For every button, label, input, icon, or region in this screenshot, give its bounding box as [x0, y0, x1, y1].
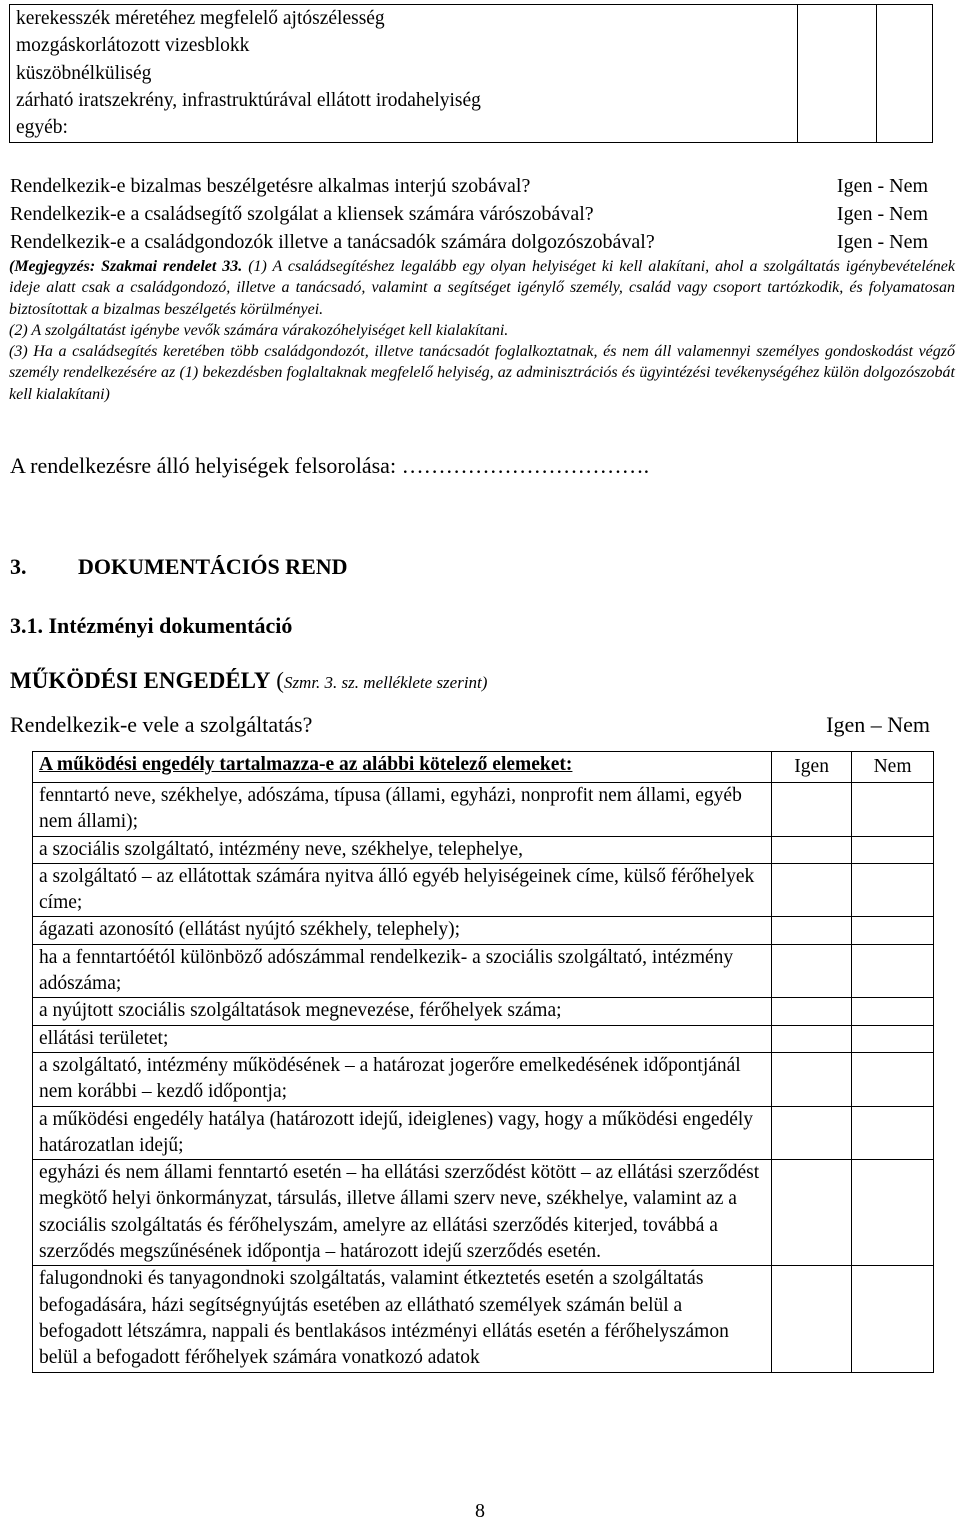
subsection-title: 3.1. Intézményi dokumentáció [10, 613, 293, 638]
table-row [33, 1106, 934, 1160]
note-paragraph-3: (3) Ha a családsegítés keretében több családgondozót, illetve tanácsadót foglalkoztatnak, és nem áll valamennyi személyes gondoskodást végző személy rendelkezésére az (1) bekezdésben foglaltaknak megfelelő helyiség, az adminisztrációs és ügyintézési tevékenységéhez külön dolgozószobát kell kialakítani) [9, 343, 955, 403]
accessibility-items [10, 5, 798, 143]
table-row [33, 836, 934, 863]
table-cell-no [852, 1052, 934, 1106]
table-cell-no [852, 863, 934, 917]
table-cell-item: a szociális szolgáltató, intézmény neve, székhelye, telephelye, [33, 836, 772, 863]
empty-cell [877, 5, 933, 143]
table-row [33, 783, 934, 837]
table-header-no: Nem [852, 752, 934, 783]
table-cell-item: ágazati azonosító (ellátást nyújtó székhely, telephely); [33, 917, 772, 944]
accessibility-item: zárható iratszekrény, infrastruktúrával ellátott irodahelyiség [16, 89, 481, 111]
table-cell-yes [772, 944, 852, 998]
table-cell-yes [772, 1025, 852, 1052]
question-text: Rendelkezik-e a családsegítő szolgálat a kliensek számára várószobával? [10, 203, 594, 225]
license-answer: Igen – Nem [826, 712, 930, 737]
table-cell-item: ellátási területet; [33, 1025, 772, 1052]
table-cell-item: a működési engedély hatálya (határozott idejű, ideiglenes) vagy, hogy a működési engedély határozatlan idejű; [33, 1106, 772, 1160]
table-row [33, 944, 934, 998]
table-cell-item: falugondnoki és tanyagondnoki szolgáltatás, valamint étkeztetés esetén a szolgáltatás befogadására, házi segítségnyújtás esetében az ellátható személyek számán belül a befogadott létszámra, nappali és bentlakásos intézményi ellátás esetén a férőhelyszámon belül a befogadott férőhelyek számára vonatkozó adatok [33, 1266, 772, 1372]
rooms-list-line: A rendelkezésre álló helyiségek felsorolása: ……………………………. [10, 453, 650, 478]
question-answer: Igen - Nem [836, 231, 928, 253]
note-paragraph-2: (2) A szolgáltatást igénybe vevők számára várakozóhelyiséget kell kialakítani. [9, 321, 509, 339]
accessibility-item: kerekesszék méretéhez megfelelő ajtószélesség [16, 8, 385, 29]
question-interview-room [10, 172, 928, 200]
table-header-item: A működési engedély tartalmazza-e az alábbi kötelező elemeket: [33, 752, 772, 783]
accessibility-table [9, 4, 933, 143]
license-paren: ( [270, 668, 284, 693]
license-question-row [10, 712, 930, 738]
accessibility-item: küszöbnélküliség [16, 62, 152, 84]
question-answer: Igen - Nem [836, 175, 928, 197]
note-label: (Megjegyzés: Szakmai rendelet 33. [9, 258, 243, 275]
accessibility-item: mozgáskorlátozott vizesblokk [16, 35, 250, 57]
accessibility-item: egyéb: [16, 117, 68, 139]
license-note: Szmr. 3. sz. melléklete szerint) [283, 673, 488, 692]
table-cell-yes [772, 917, 852, 944]
license-elements-table [32, 751, 934, 1373]
table-cell-no [852, 917, 934, 944]
table-row [33, 1052, 934, 1106]
question-text: Rendelkezik-e a családgondozók illetve a tanácsadók számára dolgozószobával? [10, 231, 655, 253]
table-cell-yes [772, 836, 852, 863]
table-row [33, 1025, 934, 1052]
section-title: DOKUMENTÁCIÓS REND [78, 554, 348, 579]
question-answer: Igen - Nem [836, 203, 928, 225]
license-heading [10, 668, 487, 694]
table-row [33, 917, 934, 944]
table-row [33, 998, 934, 1025]
table-cell-item: a szolgáltató – az ellátottak számára nyitva álló egyéb helyiségeinek címe, külső férőhelyek címe; [33, 863, 772, 917]
table-cell-item: ha a fenntartóétól különböző adószámmal rendelkezik- a szociális szolgáltató, intézmény adószáma; [33, 944, 772, 998]
note-paragraph-1 [9, 256, 955, 320]
table-cell-no [852, 783, 934, 837]
table-cell-yes [772, 1106, 852, 1160]
table-cell-no [852, 1160, 934, 1266]
page-number: 8 [475, 1500, 485, 1522]
table-cell-no [852, 1266, 934, 1372]
question-waiting-room [10, 200, 928, 228]
table-row [33, 863, 934, 917]
table-header-yes: Igen [772, 752, 852, 783]
table-cell-yes [772, 863, 852, 917]
section-number: 3. [10, 554, 27, 579]
table-cell-no [852, 998, 934, 1025]
table-cell-yes [772, 998, 852, 1025]
table-cell-yes [772, 783, 852, 837]
table-row [33, 1160, 934, 1266]
table-header-row [33, 752, 934, 783]
table-cell-no [852, 1106, 934, 1160]
table-cell-no [852, 1025, 934, 1052]
question-office-room [10, 228, 928, 256]
table-cell-no [852, 836, 934, 863]
table-cell-item: a szolgáltató, intézmény működésének – a határozat jogerőre emelkedésének időpontjánál nem korábbi – kezdő időpontja; [33, 1052, 772, 1106]
question-text: Rendelkezik-e bizalmas beszélgetésre alkalmas interjú szobával? [10, 175, 531, 197]
license-title: MŰKÖDÉSI ENGEDÉLY [10, 668, 271, 693]
table-row [33, 1266, 934, 1372]
empty-cell [797, 5, 876, 143]
license-question: Rendelkezik-e vele a szolgáltatás? [10, 712, 313, 737]
table-cell-item: egyházi és nem állami fenntartó esetén – ha ellátási szerződést kötött – az ellátási szerződést megkötő helyi önkormányzat, társulás, illetve állami szerv neve, székhelye, valamint az a szociális szolgáltatás és férőhelyszám, amelyre az ellátási szerződés kiterjed, továbbá a szerződés megszűnésének időpontja – határozott idejű szerződés esetén. [33, 1160, 772, 1266]
table-cell-no [852, 944, 934, 998]
regulation-note [9, 256, 955, 405]
table-cell-item: a nyújtott szociális szolgáltatások megnevezése, férőhelyek száma; [33, 998, 772, 1025]
note-text: (1) A családsegítéshez legalább egy olyan helyiséget ki kell alakítani, ahol a szolgáltatás igénybevételének ideje alatt csak a családgondozó, illetve a tanácsadó, valamint a segítséget igénylő személy, család vagy csoport tartózkodik, és folyamatosan biztosítottak a bizalmas beszélgetés körülményei. [9, 258, 956, 318]
table-cell-yes [772, 1052, 852, 1106]
table-cell-item: fenntartó neve, székhelye, adószáma, típusa (állami, egyházi, nonprofit nem állami, egyéb nem állami); [33, 783, 772, 837]
table-cell-yes [772, 1160, 852, 1266]
table-cell-yes [772, 1266, 852, 1372]
